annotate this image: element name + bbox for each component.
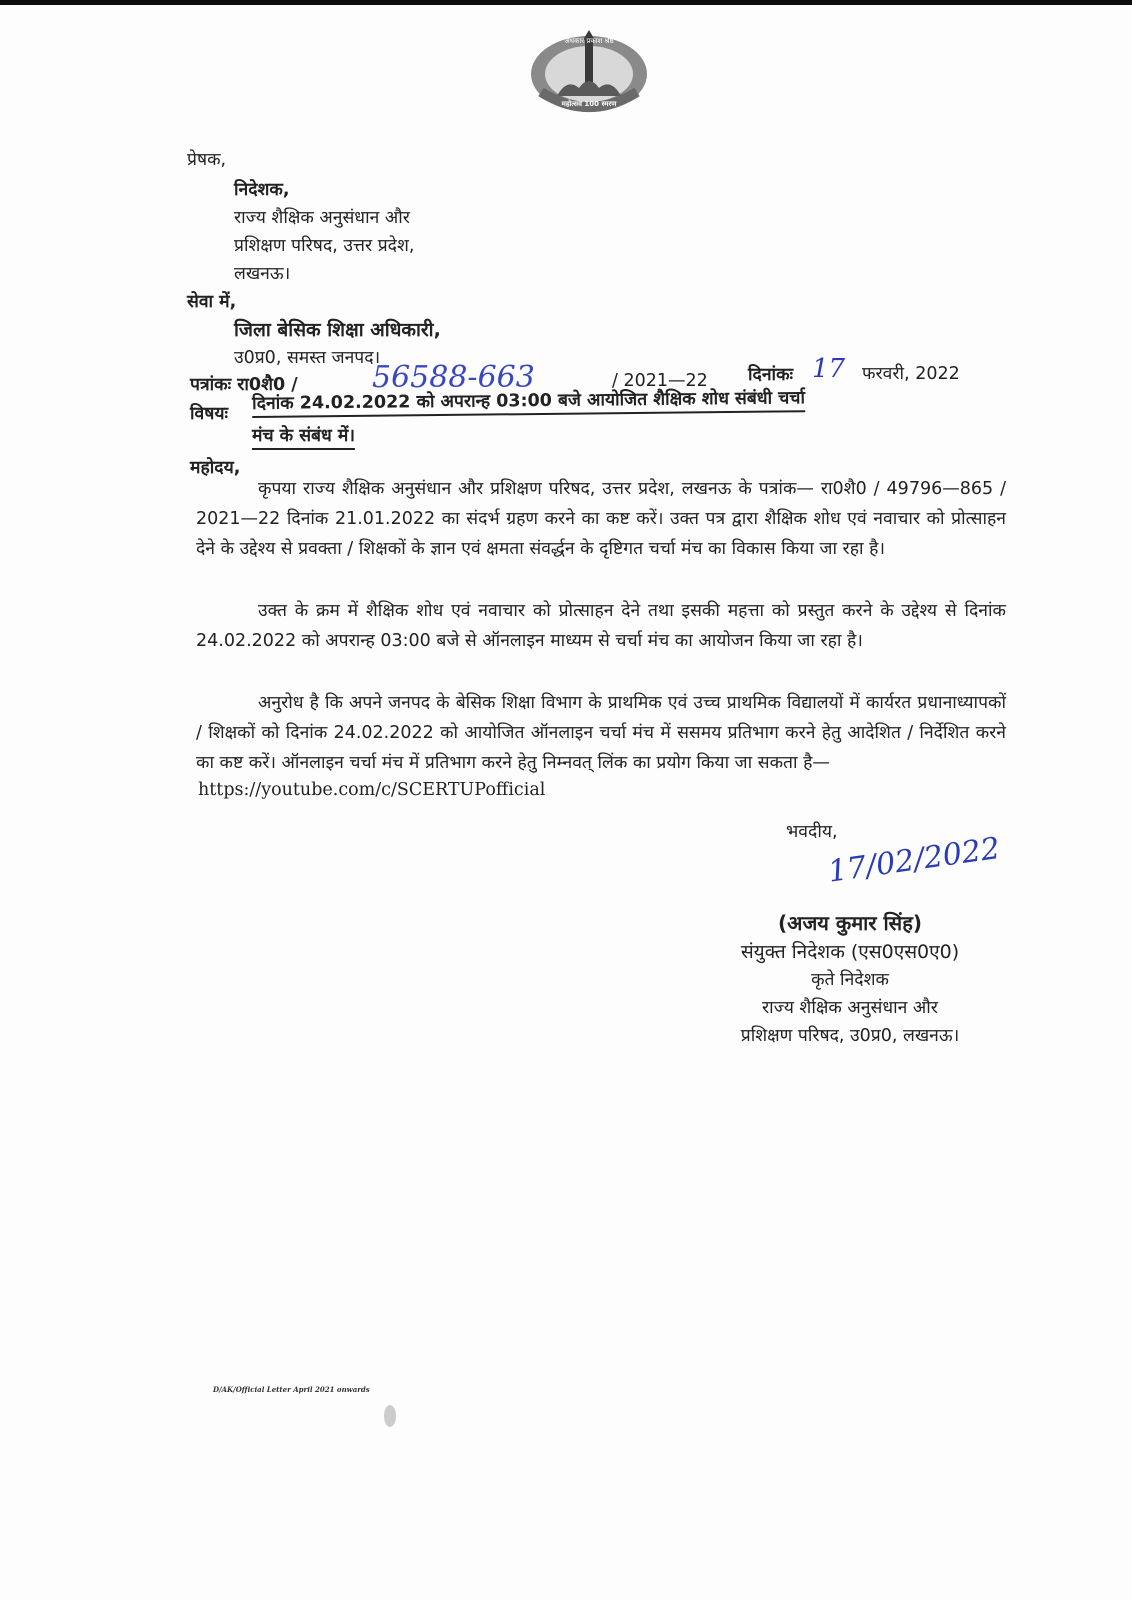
signatory-line2: कृते निदेशक: [811, 970, 889, 990]
recipient-line1: उ0प्र0, समस्त जनपद।: [234, 348, 381, 368]
recipient-label: सेवा में,: [187, 292, 237, 312]
handwritten-reference-number: 56588-663: [372, 360, 535, 395]
signatory-line4: प्रशिक्षण परिषद, उ0प्र0, लखनऊ।: [740, 1026, 960, 1046]
emblem-seal-icon: [527, 26, 651, 114]
body-paragraph-3: [196, 688, 1006, 778]
date-rest: फरवरी, 2022: [862, 364, 960, 384]
closing: भवदीय,: [786, 822, 838, 842]
scan-smudge: [384, 1405, 396, 1427]
body-paragraph-1: [196, 474, 1006, 564]
sender-line3: लखनऊ।: [234, 264, 291, 284]
sender-title: निदेशक,: [234, 180, 290, 200]
youtube-link[interactable]: https://youtube.com/c/SCERTUPofficial: [198, 780, 546, 800]
signatory-line3: राज्य शैक्षिक अनुसंधान और: [762, 998, 938, 1018]
body-paragraph-1-text: कृपया राज्य शैक्षिक अनुसंधान और प्रशिक्षण परिषद, उत्तर प्रदेश, लखनऊ के पत्रांक— रा0शै0 / 49796—865 / 2021—22 दिनांक 21.01.2022 का संदर्भ ग्रहण करने का कष्ट करें। उक्त पत्र द्वारा शैक्षिक शोध एवं नवाचार को प्रोत्साहन देने के उद्देश्य से प्रवक्ता / शिक्षकों के ज्ञान एवं क्षमता संवर्द्धन के दृष्टिगत चर्चा मंच का विकास किया जा रहा है।: [196, 479, 1006, 559]
seal-top-text: अंधकार प्रकाश श्रेष्ठ: [564, 37, 614, 45]
subject-line2: मंच के संबंध में।: [252, 424, 355, 450]
body-paragraph-3-text: अनुरोध है कि अपने जनपद के बेसिक शिक्षा विभाग के प्राथमिक एवं उच्च प्राथमिक विद्यालयों में कार्यरत प्रधानाध्यापकों / शिक्षकों को दिनांक 24.02.2022 को आयोजित ऑनलाइन चर्चा मंच में ससमय प्रतिभाग करने हेतु आदेशित / निर्देशित करने का कष्ट करें। ऑनलाइन चर्चा मंच में प्रतिभाग करने हेतु निम्नवत् लिंक का प्रयोग किया जा सकता है—: [196, 693, 1006, 773]
handwritten-signature-date: 17/02/2022: [826, 830, 1003, 890]
subject-line1: दिनांक 24.02.2022 को अपरान्ह 03:00 बजे आयोजित शैक्षिक शोध संबंधी चर्चा: [252, 386, 805, 418]
sender-line2: प्रशिक्षण परिषद, उत्तर प्रदेश,: [234, 236, 415, 256]
salutation: महोदय,: [190, 458, 241, 478]
footer-note: D/AK/Official Letter April 2021 onwards: [213, 1385, 370, 1394]
body-paragraph-2: [196, 596, 1006, 656]
sender-line1: राज्य शैक्षिक अनुसंधान और: [234, 208, 410, 228]
signatory-name: (अजय कुमार सिंह): [778, 911, 922, 935]
reference-label: पत्रांकः रा0शै0 /: [190, 375, 298, 395]
scan-top-edge: [0, 0, 1132, 5]
signatory-designation: संयुक्त निदेशक (एस0एस0ए0): [740, 941, 960, 963]
reference-year: / 2021—22: [612, 371, 708, 391]
recipient-title: जिला बेसिक शिक्षा अधिकारी,: [234, 319, 441, 341]
body-paragraph-2-text: उक्त के क्रम में शैक्षिक शोध एवं नवाचार को प्रोत्साहन देने तथा इसकी महत्ता को प्रस्तुत करने के उद्देश्य से दिनांक 24.02.2022 को अपरान्ह 03:00 बजे से ऑनलाइन माध्यम से चर्चा मंच का आयोजन किया जा रहा है।: [196, 601, 1006, 651]
handwritten-date-day: 17: [812, 354, 846, 384]
date-label: दिनांकः: [748, 365, 794, 385]
subject-label: विषयः: [190, 404, 229, 424]
sender-label: प्रेषक,: [187, 150, 227, 170]
seal-bottom-text: महोत्सव 100 स्मरण: [561, 100, 617, 108]
